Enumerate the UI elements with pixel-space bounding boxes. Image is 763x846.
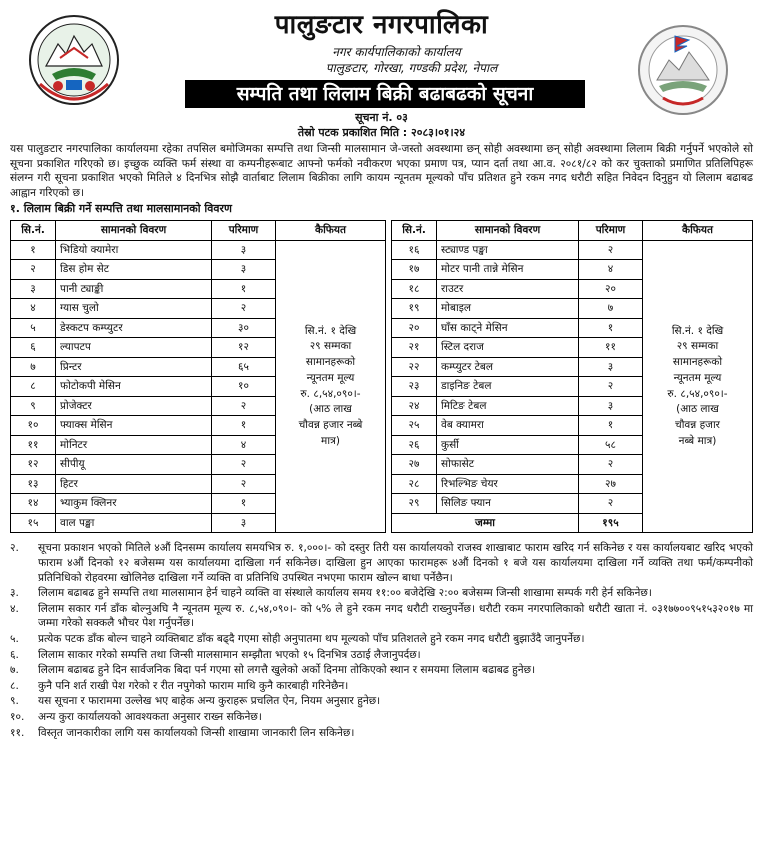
- list-item-text: लिलाम बढाबढ हुने सम्पत्ति तथा मालसामान हेर्न चाहने व्यक्ति वा संस्थाले कार्यालय समय ११:०० बजेदेखि २:०० बजेसम्म जिन्सी शाखामा सम्पर्क गरी हेर्न सकिनेछ।: [38, 587, 652, 600]
- cell-sn: ६: [11, 338, 56, 358]
- cell-sn: ४: [11, 299, 56, 319]
- list-item-number: ३.: [10, 587, 19, 600]
- cell-sn: १४: [11, 494, 56, 514]
- table-row: [11, 240, 386, 260]
- cell-desc: फोटोकपी मेसिन: [56, 377, 212, 397]
- item-tables: [10, 220, 753, 533]
- cell-qty: २: [579, 377, 643, 397]
- cell-sn: २०: [392, 318, 437, 338]
- cell-sn: २: [11, 260, 56, 280]
- cell-desc: कम्प्युटर टेबल: [437, 357, 579, 377]
- cell-qty: ३: [579, 396, 643, 416]
- cell-desc: स्ट्याण्ड पङ्खा: [437, 240, 579, 260]
- cell-remarks: [276, 240, 386, 533]
- cell-qty: ५८: [579, 435, 643, 455]
- cell-qty: ४: [579, 260, 643, 280]
- cell-desc: डिस होम सेट: [56, 260, 212, 280]
- cell-sn: ३: [11, 279, 56, 299]
- cell-sn: १६: [392, 240, 437, 260]
- list-item: [10, 694, 753, 709]
- municipality-seal-icon: [635, 22, 731, 118]
- total-value: १९५: [579, 513, 643, 533]
- cell-remarks: [643, 240, 753, 533]
- list-item-number: ५.: [10, 632, 19, 645]
- cell-qty: ३०: [212, 318, 276, 338]
- cell-qty: १२: [212, 338, 276, 358]
- items-table-left: [10, 220, 386, 533]
- column-header-sn: सि.नं.: [11, 221, 56, 241]
- list-item: [10, 663, 753, 678]
- cell-desc: प्रोजेक्टर: [56, 396, 212, 416]
- remarks-line: (आठ लाख: [309, 403, 352, 416]
- conditions-list: [10, 541, 753, 740]
- list-item-number: २.: [10, 542, 19, 555]
- cell-sn: ११: [11, 435, 56, 455]
- cell-qty: २: [212, 299, 276, 319]
- cell-desc: सोफासेट: [437, 455, 579, 475]
- cell-qty: ३: [579, 357, 643, 377]
- list-item-number: ६.: [10, 648, 19, 661]
- cell-sn: २९: [392, 494, 437, 514]
- cell-sn: ५: [11, 318, 56, 338]
- list-item-number: १०.: [10, 710, 25, 723]
- remarks-line: २९ सम्मका: [309, 340, 352, 353]
- cell-sn: १२: [11, 455, 56, 475]
- list-item: [10, 648, 753, 663]
- published-date: तेस्रो पटक प्रकाशित मिति : २०८३।०१।२४: [297, 126, 466, 139]
- remarks-line: न्यूनतम मूल्य: [306, 371, 355, 384]
- list-item-text: अन्य कुरा कार्यालयको आवश्यकता अनुसार राख्न सकिनेछ।: [38, 710, 262, 723]
- header: [10, 8, 753, 139]
- cell-sn: ७: [11, 357, 56, 377]
- cell-sn: ८: [11, 377, 56, 397]
- column-header-desc: सामानको विवरण: [437, 221, 579, 241]
- office-name: नगर कार्यपालिकाको कार्यालय: [332, 45, 461, 59]
- remarks-line: नब्बे मात्र): [678, 434, 717, 447]
- cell-sn: १८: [392, 279, 437, 299]
- cell-desc: पानी ट्याङ्की: [56, 279, 212, 299]
- column-header-desc: सामानको विवरण: [56, 221, 212, 241]
- list-item-text: लिलाम बढाबढ हुने दिन सार्वजनिक बिदा पर्न गएमा सो लगत्तै खुलेको अर्को दिनमा तोकिएको स्थान र समयमा लिलाम बढाबढ हुनेछ।: [38, 664, 536, 677]
- cell-sn: २५: [392, 416, 437, 436]
- list-item: [10, 586, 753, 601]
- column-header-qty: परिमाण: [212, 221, 276, 241]
- cell-desc: कुर्सी: [437, 435, 579, 455]
- cell-sn: २४: [392, 396, 437, 416]
- cell-desc: डेस्कटप कम्प्युटर: [56, 318, 212, 338]
- cell-qty: ३: [212, 260, 276, 280]
- cell-sn: २२: [392, 357, 437, 377]
- cell-qty: २: [579, 240, 643, 260]
- cell-sn: १: [11, 240, 56, 260]
- column-header-remarks: कैफियत: [643, 221, 753, 241]
- cell-desc: भ्याकुम क्लिनर: [56, 494, 212, 514]
- cell-desc: मोटर पानी तान्ने मेसिन: [437, 260, 579, 280]
- list-item: [10, 602, 753, 631]
- remarks-line: मात्र): [321, 434, 340, 447]
- list-item-text: सूचना प्रकाशन भएको मितिले ४औं दिनसम्म कार्यालय समयभित्र रु. १,०००।- को दस्तुर तिरी यस कार्यालयको राजस्व शाखाबाट फाराम खरिद गर्न सकिनेछ र यस कार्यालयबाट खरिद भएको फाराम ४औं दिनको १२ बजेसम्म यस कार्यालयमा दाखिला गर्न सकिनेछ। दाखिला हुन आएका फारामहरू ४औं दिनको १ बजे यस कार्यालयमा दाखिला गर्ने व्यक्ति तथा फर्म/कम्पनीको प्रतिनिधिको रोहवरमा खोलिनेछ दाखिला गर्ने व्यक्ति वा प्रतिनिधि उपस्थित नभएमा फाराम खोल्न बाधा पर्नेछैन।: [38, 542, 753, 584]
- cell-desc: स्टिल दराज: [437, 338, 579, 358]
- office-address: पालुङटार, गोरखा, गण्डकी प्रदेश, नेपाल: [325, 61, 498, 75]
- column-header-sn: सि.नं.: [392, 221, 437, 241]
- cell-qty: १: [212, 494, 276, 514]
- list-item: [10, 541, 753, 585]
- remarks-line: (आठ लाख: [676, 403, 719, 416]
- cell-sn: १९: [392, 299, 437, 319]
- list-item-text: लिलाम साकार गरेको सम्पत्ति तथा जिन्सी मालसामान सम्झौता भएको १५ दिनभित्र उठाई लैजानुपर्दछ।: [38, 648, 421, 661]
- column-header-remarks: कैफियत: [276, 221, 386, 241]
- cell-sn: २६: [392, 435, 437, 455]
- cell-qty: २: [212, 455, 276, 475]
- cell-desc: ग्यास चुलो: [56, 299, 212, 319]
- remarks-line: चौवन्न हजार नब्बे: [298, 419, 363, 432]
- cell-qty: १: [579, 318, 643, 338]
- cell-sn: २७: [392, 455, 437, 475]
- cell-qty: १: [212, 279, 276, 299]
- cell-sn: ९: [11, 396, 56, 416]
- list-item: [10, 679, 753, 694]
- total-label: जम्मा: [392, 513, 579, 533]
- cell-sn: १७: [392, 260, 437, 280]
- cell-qty: ६५: [212, 357, 276, 377]
- list-item-text: कुनै पनि शर्त राखी पेश गरेको र रीत नपुगेको फाराम माथि कुनै कारबाही गरिनेछैन।: [38, 679, 349, 692]
- cell-desc: सिलिङ फ्यान: [437, 494, 579, 514]
- remarks-line: सि.नं. १ देखि: [671, 324, 724, 337]
- remarks-line: चौवन्न हजार: [675, 419, 720, 432]
- notice-number: सूचना नं. ०३: [355, 111, 408, 124]
- list-item-number: ४.: [10, 602, 19, 615]
- list-item-number: ११.: [10, 726, 25, 739]
- cell-desc: वाल पङ्खा: [56, 513, 212, 533]
- cell-qty: १: [212, 416, 276, 436]
- remarks-line: सामानहरूको: [672, 356, 723, 369]
- remarks-line: न्यूनतम मूल्य: [673, 371, 722, 384]
- cell-desc: ल्यापटप: [56, 338, 212, 358]
- cell-desc: मोबाइल: [437, 299, 579, 319]
- remarks-line: सि.नं. १ देखि: [304, 324, 357, 337]
- cell-sn: १०: [11, 416, 56, 436]
- cell-qty: ४: [212, 435, 276, 455]
- list-item: [10, 632, 753, 647]
- remarks-line: रु. ८,५४,०९०।-: [300, 387, 361, 400]
- cell-desc: भिडियो क्यामेरा: [56, 240, 212, 260]
- cell-sn: १३: [11, 474, 56, 494]
- cell-qty: २: [212, 396, 276, 416]
- cell-qty: १०: [212, 377, 276, 397]
- cell-qty: २: [579, 455, 643, 475]
- cell-desc: प्रिन्टर: [56, 357, 212, 377]
- cell-desc: मिटिङ टेबल: [437, 396, 579, 416]
- cell-qty: १: [579, 416, 643, 436]
- list-item-number: ९.: [10, 695, 19, 708]
- remarks-line: २९ सम्मका: [676, 340, 719, 353]
- list-item-number: ८.: [10, 679, 19, 692]
- municipality-name: पालुङटार नगरपालिका: [274, 10, 489, 40]
- list-item-number: ७.: [10, 664, 19, 677]
- column-header-qty: परिमाण: [579, 221, 643, 241]
- cell-desc: सीपीयू: [56, 455, 212, 475]
- cell-desc: फ्याक्स मेसिन: [56, 416, 212, 436]
- cell-sn: २८: [392, 474, 437, 494]
- notice-title-banner: सम्पति तथा लिलाम बिक्री बढाबढको सूचना: [185, 80, 585, 108]
- remarks-line: रु. ८,५४,०९०।-: [667, 387, 728, 400]
- cell-sn: २१: [392, 338, 437, 358]
- cell-desc: डाइनिङ टेबल: [437, 377, 579, 397]
- list-item: [10, 726, 753, 741]
- cell-qty: २०: [579, 279, 643, 299]
- intro-paragraph: यस पालुङटार नगरपालिका कार्यालयमा रहेका तपसिल बमोजिमका सम्पत्ति तथा जिन्सी मालसामान जे-जस्तो अवस्थामा छन् सोही अवस्थामा छन् सोही अवस्थामा लिलाम बिक्री गर्नुपर्ने भएकोले सो सूचना प्रकाशित गरिएको छ। इच्छुक व्यक्ति फर्म संस्था वा कम्पनीहरूबाट आफ्नो फर्मको नवीकरण भएका प्रमाण पत्र, प्यान दर्ता तथा आ.व. २०८१/८२ को कर चुक्ताको प्रमाणित प्रतिलिपिहरू संलग्न गरी सूचना प्रकाशित भएको मितिले ४ दिनभित्र सोझै वार्ताबाट लिलाम बिक्रीका लागि कायम न्यूनतम मूल्यको पाँच प्रतिशत हुने रकम नगद धरौटी सहित निवेदन दिनुहुन यो लिलाम बढाबढ आह्वान गरिएको छ।: [10, 143, 753, 199]
- cell-qty: ३: [212, 513, 276, 533]
- section-title: १. लिलाम बिक्री गर्ने सम्पत्ति तथा मालसामानको विवरण: [10, 202, 232, 216]
- remarks-line: सामानहरूको: [305, 356, 356, 369]
- list-item: [10, 710, 753, 725]
- cell-desc: राउटर: [437, 279, 579, 299]
- list-item-text: प्रत्येक पटक डाँक बोल्न चाहने व्यक्तिबाट डाँक बढ्दै गएमा सोही अनुपातमा थप मूल्यको पाँच प्रतिशतले हुने रकम नगद धरौटी बुझाउँदै जानुपर्नेछ।: [38, 632, 585, 645]
- cell-qty: २: [212, 474, 276, 494]
- list-item-text: यस सूचना र फाराममा उल्लेख भए बाहेक अन्य कुराहरू प्रचलित ऐन, नियम अनुसार हुनेछ।: [38, 695, 381, 708]
- items-table-right: [391, 220, 753, 533]
- list-item-text: लिलाम सकार गर्न डाँक बोल्नुअघि नै न्यूनतम मूल्य रु. ८,५४,०९०।- को ५% ले हुने रकम नगद धरौटी राख्नुपर्नेछ। धरौटी रकम नगरपालिकाको धरौटी खाता नं. ०३१७७००९५१५३२०१७ मा जम्मा गरेको सक्कलै भौचर पेश गर्नुपर्नेछ।: [38, 602, 753, 630]
- cell-desc: घाँस काट्ने मेसिन: [437, 318, 579, 338]
- cell-sn: २३: [392, 377, 437, 397]
- cell-sn: १५: [11, 513, 56, 533]
- cell-desc: रिभल्भिङ चेयर: [437, 474, 579, 494]
- table-row: [392, 240, 753, 260]
- cell-qty: ७: [579, 299, 643, 319]
- cell-qty: ११: [579, 338, 643, 358]
- list-item-text: विस्तृत जानकारीका लागि यस कार्यालयको जिन्सी शाखामा जानकारी लिन सकिनेछ।: [38, 726, 355, 739]
- cell-desc: हिटर: [56, 474, 212, 494]
- cell-qty: २: [579, 494, 643, 514]
- cell-desc: वेब क्यामरा: [437, 416, 579, 436]
- cell-desc: मोनिटर: [56, 435, 212, 455]
- cell-qty: २७: [579, 474, 643, 494]
- cell-qty: ३: [212, 240, 276, 260]
